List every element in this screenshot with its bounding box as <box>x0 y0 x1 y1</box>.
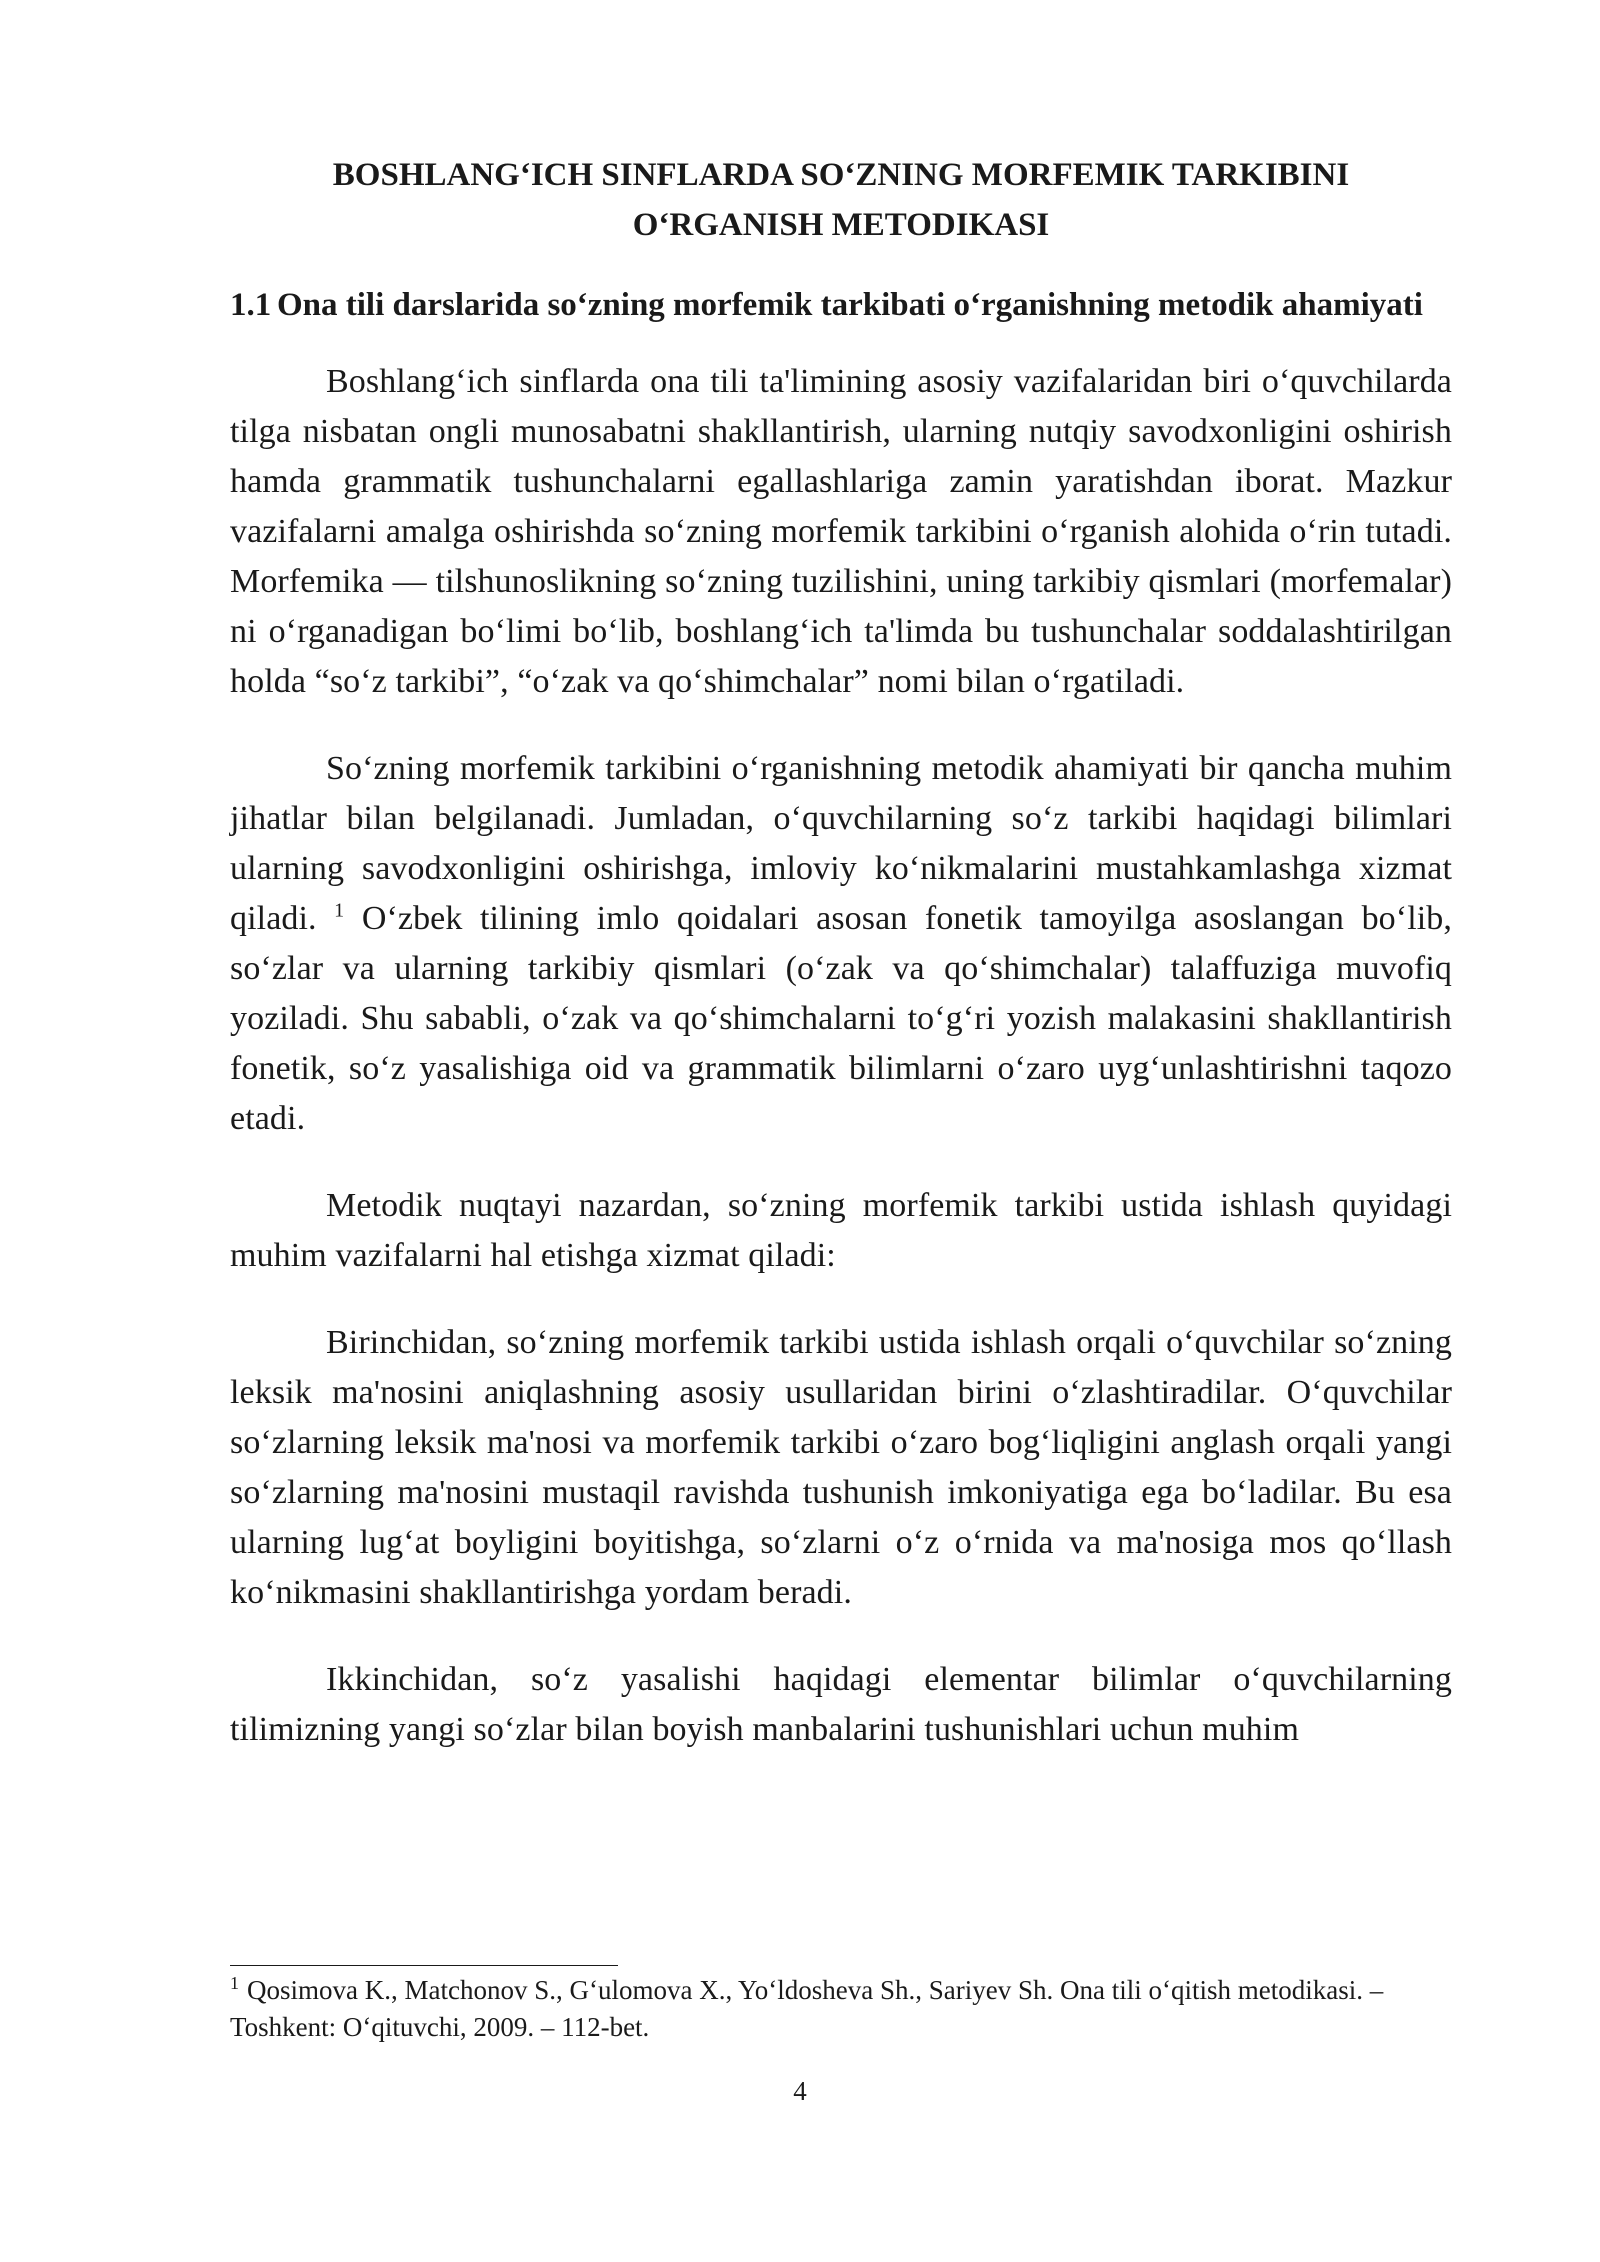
chapter-title-line-2: O‘RGANISH METODIKASI <box>632 207 1050 243</box>
footnote-text: Qosimova K., Matchonov S., G‘ulomova X., Yo‘ldosheva Sh., Sariyev Sh. Ona tili o‘qitish metodikasi. – Toshkent: O‘qituvchi, 2009. – 112-bet. <box>230 1975 1384 2042</box>
page-number: 4 <box>793 2076 807 2106</box>
paragraph-5: Ikkinchidan, so‘z yasalishi haqidagi elementar bilimlar o‘quvchilarning tilimizning yangi so‘zlar bilan boyish manbalarini tushunishlari uchun muhim <box>230 1661 1452 1748</box>
paragraph-1: Boshlang‘ich sinflarda ona tili ta'limining asosiy vazifalaridan biri o‘quvchilarda tilga nisbatan ongli munosabatni shakllantirish, ularning nutqiy savodxonligini oshirish hamda grammatik tushunchalarni egallashlariga zamin yaratishdan iborat. Mazkur vazifalarni amalga oshirishda so‘zning morfemik tarkibini o‘rganish alohida o‘rin tutadi. Morfemika — tilshunoslikning so‘zning tuzilishini, uning tarkibiy qismlari (morfemalar) ni o‘rganadigan bo‘limi bo‘lib, boshlang‘ich ta'limda bu tushunchalar soddalashtirilgan holda “so‘z tarkibi”, “o‘zak va qo‘shimchalar” nomi bilan o‘rgatiladi. <box>230 363 1452 700</box>
section-number: 1.1 <box>230 287 272 323</box>
footnote-separator <box>230 1965 618 1966</box>
page-body <box>230 150 1452 1792</box>
paragraph-3: Metodik nuqtayi nazardan, so‘zning morfemik tarkibi ustida ishlash quyidagi muhim vazifalarni hal etishga xizmat qiladi: <box>230 1187 1452 1274</box>
chapter-title <box>230 150 1452 250</box>
paragraph-2-text-after-ref: O‘zbek tilining imlo qoidalari asosan fonetik tamoyilga asoslangan bo‘lib, so‘zlar va ularning tarkibiy qismlari (o‘zak va qo‘shimchalar) talaffuziga muvofiq yoziladi. Shu sababli, o‘zak va qo‘shimchalarni to‘g‘ri yozish malakasini shakllantirish fonetik, so‘z yasalishiga oid va grammatik bilimlarni o‘zaro uyg‘unlashtirishni taqozo etadi. <box>230 900 1452 1137</box>
paragraph-4: Birinchidan, so‘zning morfemik tarkibi ustida ishlash orqali o‘quvchilar so‘zning leksik ma'nosini aniqlashning asosiy usullaridan birini o‘zlashtiradilar. O‘quvchilar so‘zlarning leksik ma'nosi va morfemik tarkibi o‘zaro bog‘liqligini anglash orqali yangi so‘zlarning ma'nosini mustaqil ravishda tushunish imkoniyatiga ega bo‘ladilar. Bu esa ularning lug‘at boyligini boyitishga, so‘zlarni o‘z o‘rnida va ma'nosiga mos qo‘llash ko‘nikmasini shakllantirishga yordam beradi. <box>230 1324 1452 1611</box>
chapter-title-line-1: BOSHLANG‘ICH SINFLARDA SO‘ZNING MORFEMIK TARKIBINI <box>332 157 1350 193</box>
paragraph-2-text-before-ref: So‘zning morfemik tarkibini o‘rganishning metodik ahamiyati bir qancha muhim jihatlar bilan belgilanadi. Jumladan, o‘quvchilarning so‘z tarkibi haqidagi bilimlari ularning savodxonligini oshirishga, imloviy ko‘nikmalarini mustahkamlashga xizmat qiladi. <box>230 750 1452 937</box>
paragraph-2 <box>230 744 1452 1144</box>
section-heading <box>230 280 1452 330</box>
footnote-marker: 1 <box>230 1973 239 1993</box>
section-heading-text: Ona tili darslarida so‘zning morfemik tarkibati o‘rganishning metodik ahamiyati <box>277 287 1423 323</box>
footnote-reference[interactable]: 1 <box>334 899 345 922</box>
footnote <box>230 1972 1452 2046</box>
